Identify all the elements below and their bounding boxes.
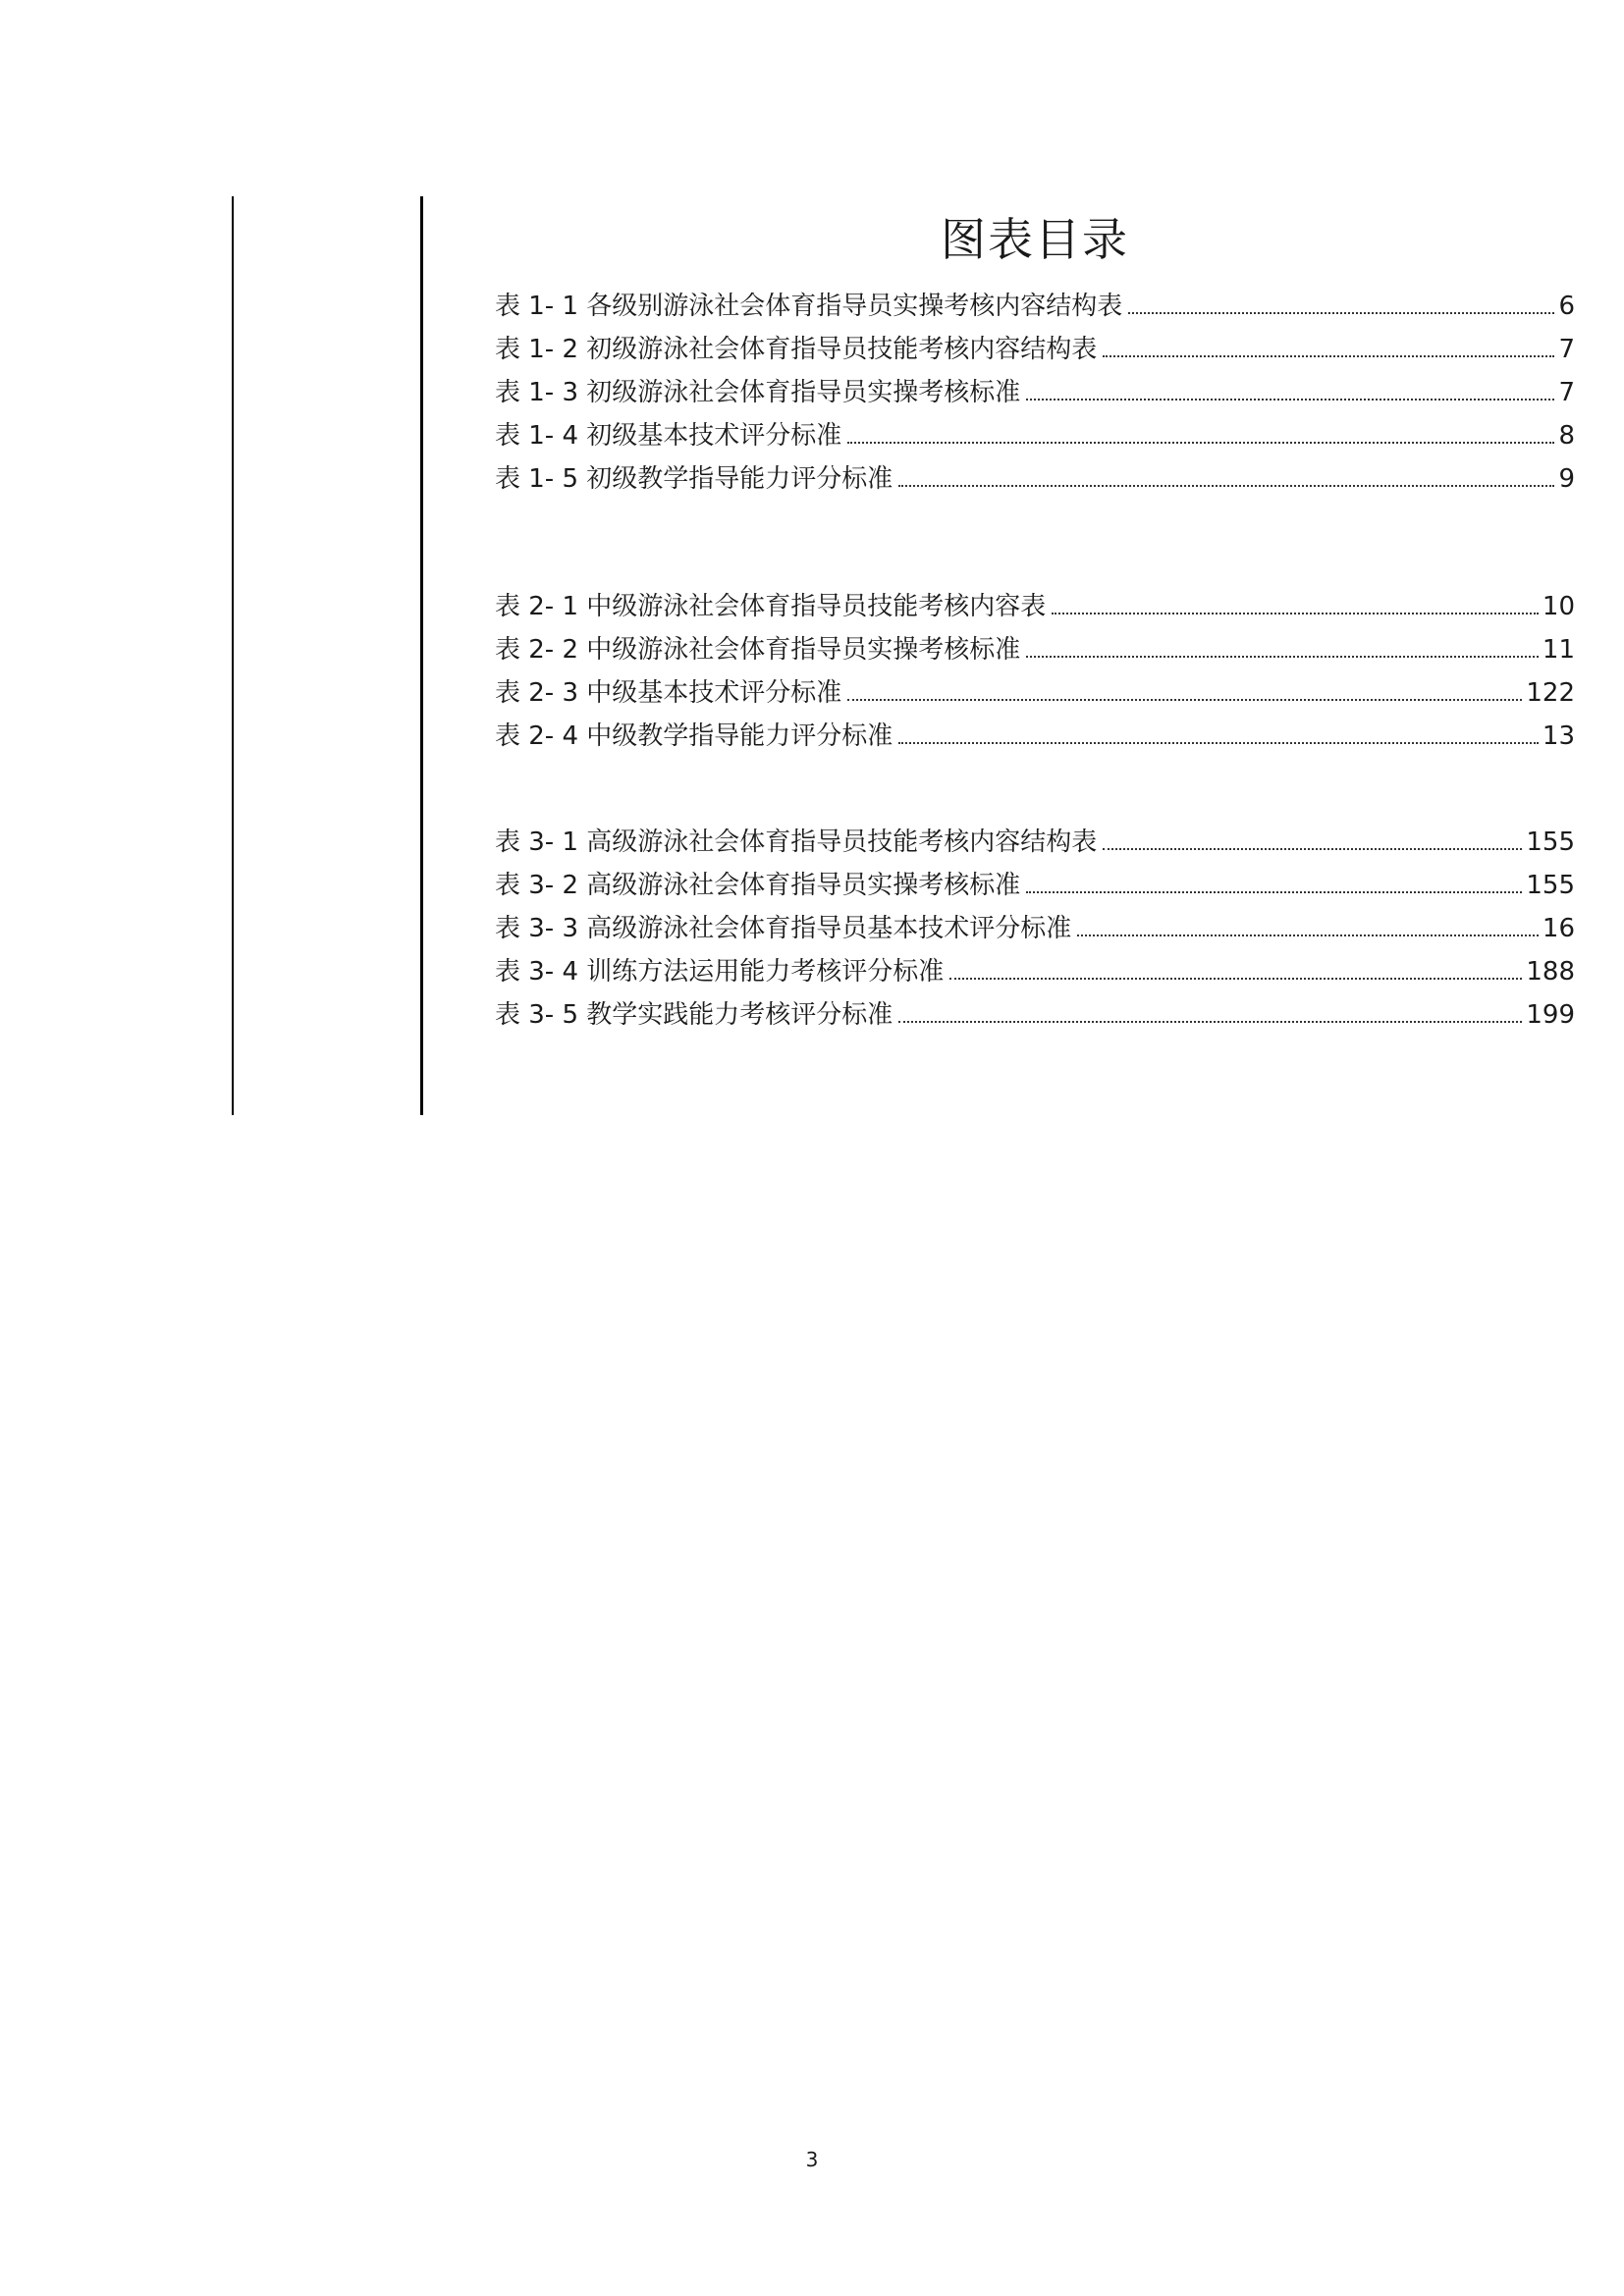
entry-page-number: 13	[1542, 721, 1575, 751]
toc-entry[interactable]	[495, 715, 1575, 758]
toc-group-2	[495, 585, 1575, 758]
footer-page-number: 3	[805, 2148, 819, 2171]
entry-label: 表 2- 1 中级游泳社会体育指导员技能考核内容表	[495, 592, 1047, 621]
entry-page-number: 8	[1558, 421, 1575, 451]
entry-page-number: 16	[1542, 914, 1575, 943]
entry-page-number: 7	[1558, 378, 1575, 407]
dot-leader	[1077, 934, 1539, 936]
dot-leader	[1026, 891, 1522, 893]
dot-leader	[1052, 613, 1539, 614]
toc-entry[interactable]	[495, 414, 1575, 457]
entry-page-number: 155	[1526, 828, 1575, 857]
toc-entry[interactable]	[495, 907, 1575, 950]
toc-entry[interactable]	[495, 950, 1575, 993]
toc-entry[interactable]	[495, 371, 1575, 414]
entry-label: 表 1- 5 初级教学指导能力评分标准	[495, 464, 893, 494]
entry-page-number: 9	[1558, 464, 1575, 494]
dot-leader	[1128, 312, 1554, 314]
entry-label: 表 1- 1 各级别游泳社会体育指导员实操考核内容结构表	[495, 292, 1123, 321]
entry-label: 表 2- 3 中级基本技术评分标准	[495, 678, 842, 708]
toc-entry[interactable]	[495, 671, 1575, 715]
entry-page-number: 7	[1558, 335, 1575, 364]
entry-page-number: 6	[1558, 292, 1575, 321]
dot-leader	[1103, 355, 1554, 357]
entry-page-number: 155	[1526, 871, 1575, 900]
dot-leader	[898, 1021, 1522, 1023]
margin-rule-right	[420, 196, 423, 1115]
toc-group-1	[495, 285, 1575, 501]
margin-rule-left	[232, 196, 234, 1115]
dot-leader	[1026, 399, 1554, 400]
toc-entry[interactable]	[495, 864, 1575, 907]
dot-leader	[847, 699, 1522, 701]
entry-label: 表 1- 2 初级游泳社会体育指导员技能考核内容结构表	[495, 335, 1098, 364]
dot-leader	[1026, 656, 1539, 658]
entry-label: 表 3- 2 高级游泳社会体育指导员实操考核标准	[495, 871, 1021, 900]
entry-label: 表 3- 4 训练方法运用能力考核评分标准	[495, 957, 945, 987]
toc-entry[interactable]	[495, 328, 1575, 371]
entry-page-number: 122	[1526, 678, 1575, 708]
entry-label: 表 1- 4 初级基本技术评分标准	[495, 421, 842, 451]
toc-entry[interactable]	[495, 993, 1575, 1037]
entry-page-number: 199	[1526, 1000, 1575, 1030]
toc-group-3	[495, 821, 1575, 1037]
entry-label: 表 2- 2 中级游泳社会体育指导员实操考核标准	[495, 635, 1021, 665]
toc-title: 图表目录	[941, 213, 1129, 266]
entry-label: 表 3- 1 高级游泳社会体育指导员技能考核内容结构表	[495, 828, 1098, 857]
toc-entry[interactable]	[495, 585, 1575, 628]
entry-page-number: 188	[1526, 957, 1575, 987]
toc-entry[interactable]	[495, 628, 1575, 671]
entry-label: 表 1- 3 初级游泳社会体育指导员实操考核标准	[495, 378, 1021, 407]
entry-label: 表 3- 3 高级游泳社会体育指导员基本技术评分标准	[495, 914, 1072, 943]
entry-label: 表 2- 4 中级教学指导能力评分标准	[495, 721, 893, 751]
entry-page-number: 11	[1542, 635, 1575, 665]
toc-entry[interactable]	[495, 821, 1575, 864]
dot-leader	[1103, 848, 1522, 850]
entry-page-number: 10	[1542, 592, 1575, 621]
dot-leader	[898, 742, 1539, 744]
dot-leader	[898, 485, 1554, 487]
entry-label: 表 3- 5 教学实践能力考核评分标准	[495, 1000, 893, 1030]
toc-entry[interactable]	[495, 457, 1575, 501]
dot-leader	[847, 442, 1554, 444]
toc-entry[interactable]	[495, 285, 1575, 328]
dot-leader	[949, 978, 1522, 980]
